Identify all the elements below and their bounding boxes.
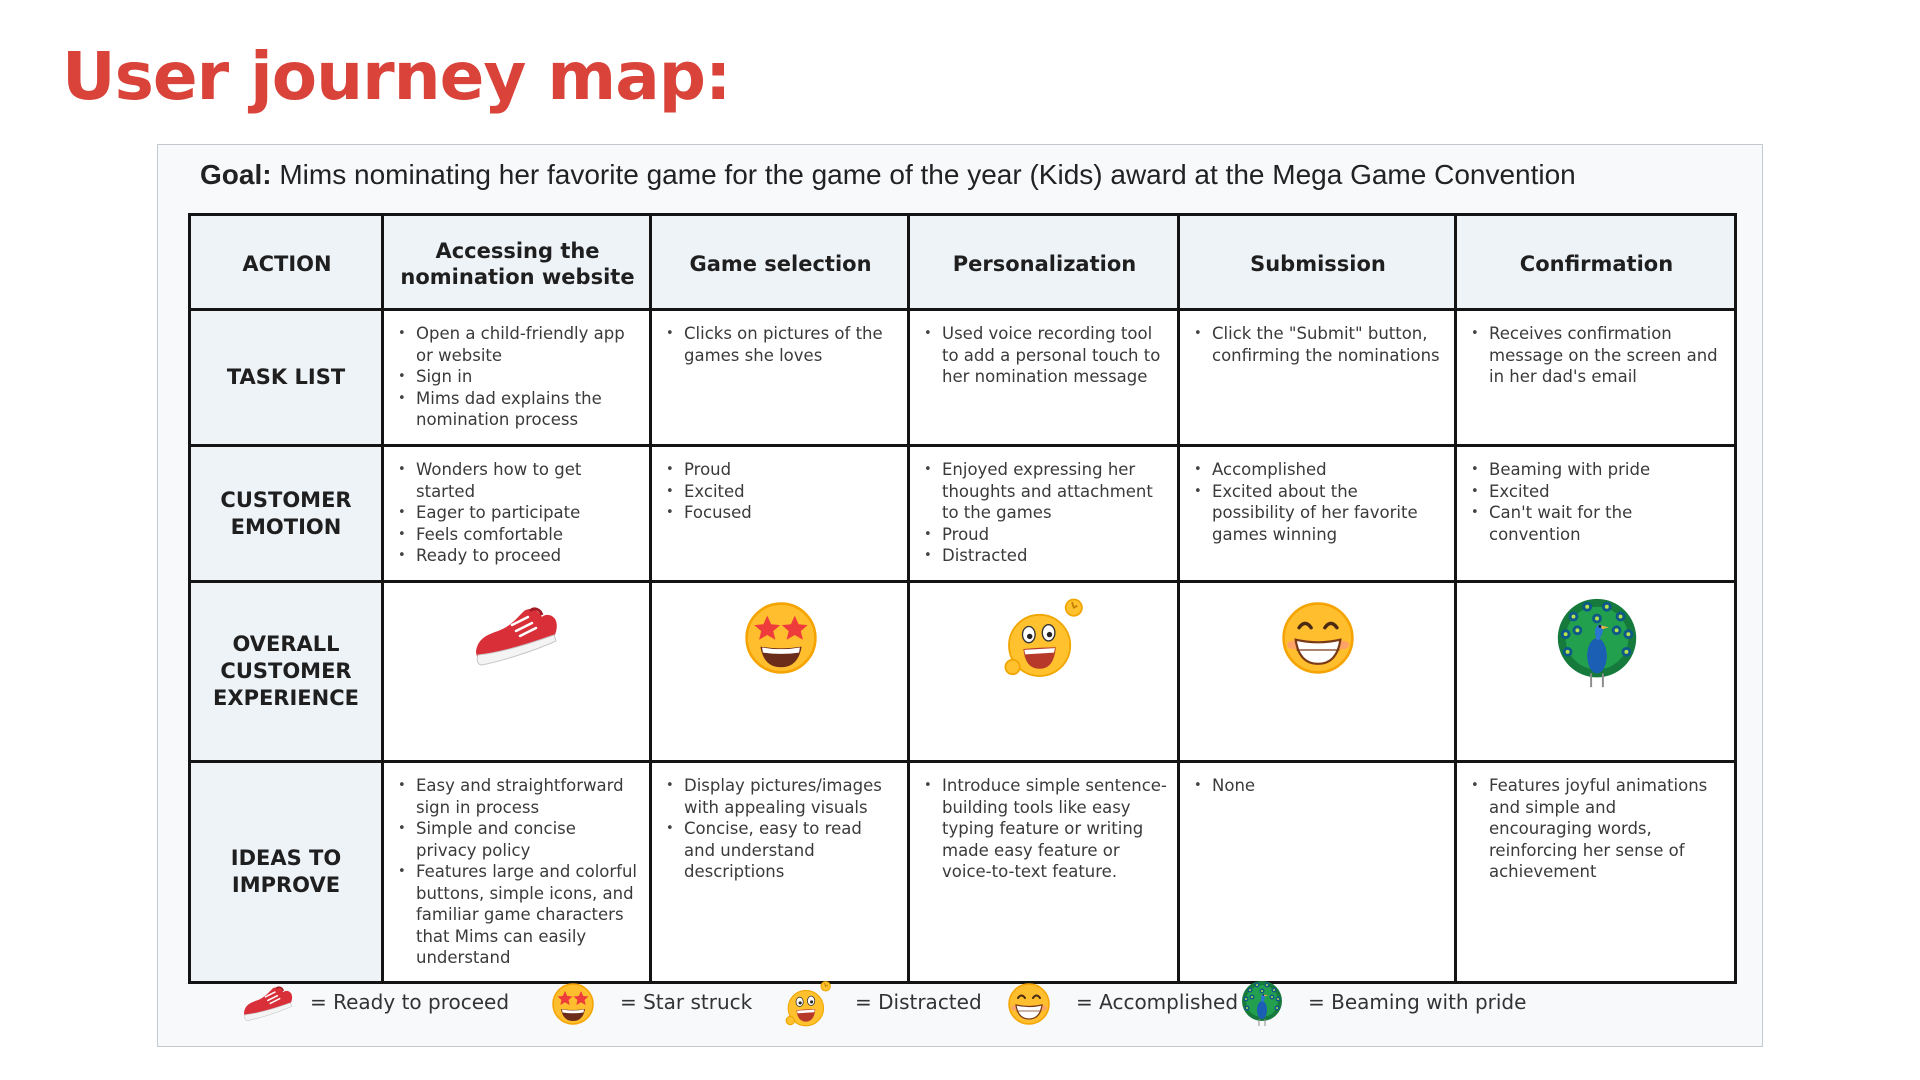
legend-label: = Distracted: [855, 990, 982, 1014]
emotion-cell-game-selection: [651, 446, 909, 582]
emotion-cell-personalization: [909, 446, 1179, 582]
overall-experience-row: [190, 582, 1736, 762]
goal-label: Goal:: [200, 159, 272, 190]
list-item: • Excited: [1489, 481, 1724, 503]
bullet-list: [1469, 323, 1724, 388]
distracted-face-icon: [783, 979, 835, 1031]
ideas-cell-submission: [1179, 762, 1456, 983]
stage-header-row: [190, 215, 1736, 310]
list-item: • Eager to participate: [416, 502, 639, 524]
list-item: • Click the "Submit" button, confirming the nominations: [1212, 323, 1444, 366]
list-item: • Sign in: [416, 366, 639, 388]
list-item: • Simple and concise privacy policy: [416, 818, 639, 861]
bullet-list: [664, 775, 897, 883]
bullet-list: [922, 459, 1167, 567]
legend-label: = Beaming with pride: [1308, 990, 1527, 1014]
bullet-list: [396, 459, 639, 567]
experience-cell-confirmation: [1456, 582, 1736, 762]
list-item: • Clicks on pictures of the games she loves: [684, 323, 897, 366]
page-title: User journey map:: [62, 38, 731, 115]
list-item: • Excited: [684, 481, 897, 503]
list-item: • Excited about the possibility of her favorite games winning: [1212, 481, 1444, 546]
list-item: • Concise, easy to read and understand descriptions: [684, 818, 897, 883]
list-item: • Accomplished: [1212, 459, 1444, 481]
ideas-cell-game-selection: [651, 762, 909, 983]
list-item: • None: [1212, 775, 1444, 797]
list-item: • Distracted: [942, 545, 1167, 567]
grinning-face-icon: [1004, 979, 1054, 1029]
list-item: • Feels comfortable: [416, 524, 639, 546]
list-item: • Wonders how to get started: [416, 459, 639, 502]
task-list-label: TASK LIST: [190, 310, 383, 446]
goal-text: Mims nominating her favorite game for the game of the year (Kids) award at the Mega Game Convention: [271, 159, 1576, 190]
peacock-icon: [1545, 595, 1649, 693]
goal-statement: [200, 159, 1576, 191]
legend-label: = Accomplished: [1076, 990, 1239, 1014]
bullet-list: [396, 775, 639, 969]
ideas-cell-confirmation: [1456, 762, 1736, 983]
list-item: • Introduce simple sentence-building tools like easy typing feature or writing made easy feature or voice-to-text feature.: [942, 775, 1167, 883]
sneaker-icon: [468, 595, 568, 679]
legend-label: = Star struck: [620, 990, 753, 1014]
peacock-icon: [1236, 979, 1288, 1029]
journey-table: [188, 213, 1737, 984]
bullet-list: [922, 323, 1167, 388]
bullet-list: [922, 775, 1167, 883]
bullet-list: [664, 323, 897, 366]
task-cell-personalization: [909, 310, 1179, 446]
task-cell-game-selection: [651, 310, 909, 446]
emotion-cell-submission: [1179, 446, 1456, 582]
bullet-list: [1192, 323, 1444, 366]
stage-confirmation: Confirmation: [1456, 215, 1736, 310]
list-item: • Can't wait for the convention: [1489, 502, 1724, 545]
stage-accessing: Accessing the nomination website: [383, 215, 651, 310]
star-struck-icon: [548, 979, 598, 1029]
bullet-list: [1192, 775, 1444, 797]
list-item: • Display pictures/images with appealing visuals: [684, 775, 897, 818]
ideas-to-improve-label: IDEAS TO IMPROVE: [190, 762, 383, 983]
list-item: • Focused: [684, 502, 897, 524]
bullet-list: [1192, 459, 1444, 545]
list-item: • Receives confirmation message on the screen and in her dad's email: [1489, 323, 1724, 388]
stage-personalization: Personalization: [909, 215, 1179, 310]
stage-submission: Submission: [1179, 215, 1456, 310]
bullet-list: [1469, 775, 1724, 883]
task-cell-confirmation: [1456, 310, 1736, 446]
distracted-face-icon: [1000, 595, 1090, 685]
list-item: • Proud: [942, 524, 1167, 546]
customer-emotion-row: [190, 446, 1736, 582]
ideas-cell-personalization: [909, 762, 1179, 983]
list-item: • Easy and straightforward sign in process: [416, 775, 639, 818]
bullet-list: [1469, 459, 1724, 545]
legend-label: = Ready to proceed: [310, 990, 510, 1014]
task-cell-submission: [1179, 310, 1456, 446]
ideas-cell-accessing: [383, 762, 651, 983]
experience-cell-game-selection: [651, 582, 909, 762]
sneaker-icon: [238, 979, 300, 1029]
list-item: • Features large and colorful buttons, simple icons, and familiar game characters that Mims can easily understand: [416, 861, 639, 969]
task-cell-accessing: [383, 310, 651, 446]
list-item: • Used voice recording tool to add a personal touch to her nomination message: [942, 323, 1167, 388]
emotion-cell-confirmation: [1456, 446, 1736, 582]
action-header: ACTION: [190, 215, 383, 310]
emoji-legend: [238, 977, 1718, 1027]
bullet-list: [664, 459, 897, 524]
list-item: • Ready to proceed: [416, 545, 639, 567]
list-item: • Open a child-friendly app or website: [416, 323, 639, 366]
journey-map-panel: [157, 144, 1763, 1047]
ideas-to-improve-row: [190, 762, 1736, 983]
stage-game-selection: Game selection: [651, 215, 909, 310]
list-item: • Features joyful animations and simple and encouraging words, reinforcing her sense of achievement: [1489, 775, 1724, 883]
list-item: • Mims dad explains the nomination process: [416, 388, 639, 431]
emotion-cell-accessing: [383, 446, 651, 582]
experience-cell-submission: [1179, 582, 1456, 762]
list-item: • Proud: [684, 459, 897, 481]
task-list-row: [190, 310, 1736, 446]
overall-experience-label: OVERALL CUSTOMER EXPERIENCE: [190, 582, 383, 762]
customer-emotion-label: CUSTOMER EMOTION: [190, 446, 383, 582]
list-item: • Enjoyed expressing her thoughts and attachment to the games: [942, 459, 1167, 524]
list-item: • Beaming with pride: [1489, 459, 1724, 481]
experience-cell-accessing: [383, 582, 651, 762]
grinning-face-icon: [1275, 595, 1361, 681]
bullet-list: [396, 323, 639, 431]
star-struck-icon: [738, 595, 824, 681]
experience-cell-personalization: [909, 582, 1179, 762]
